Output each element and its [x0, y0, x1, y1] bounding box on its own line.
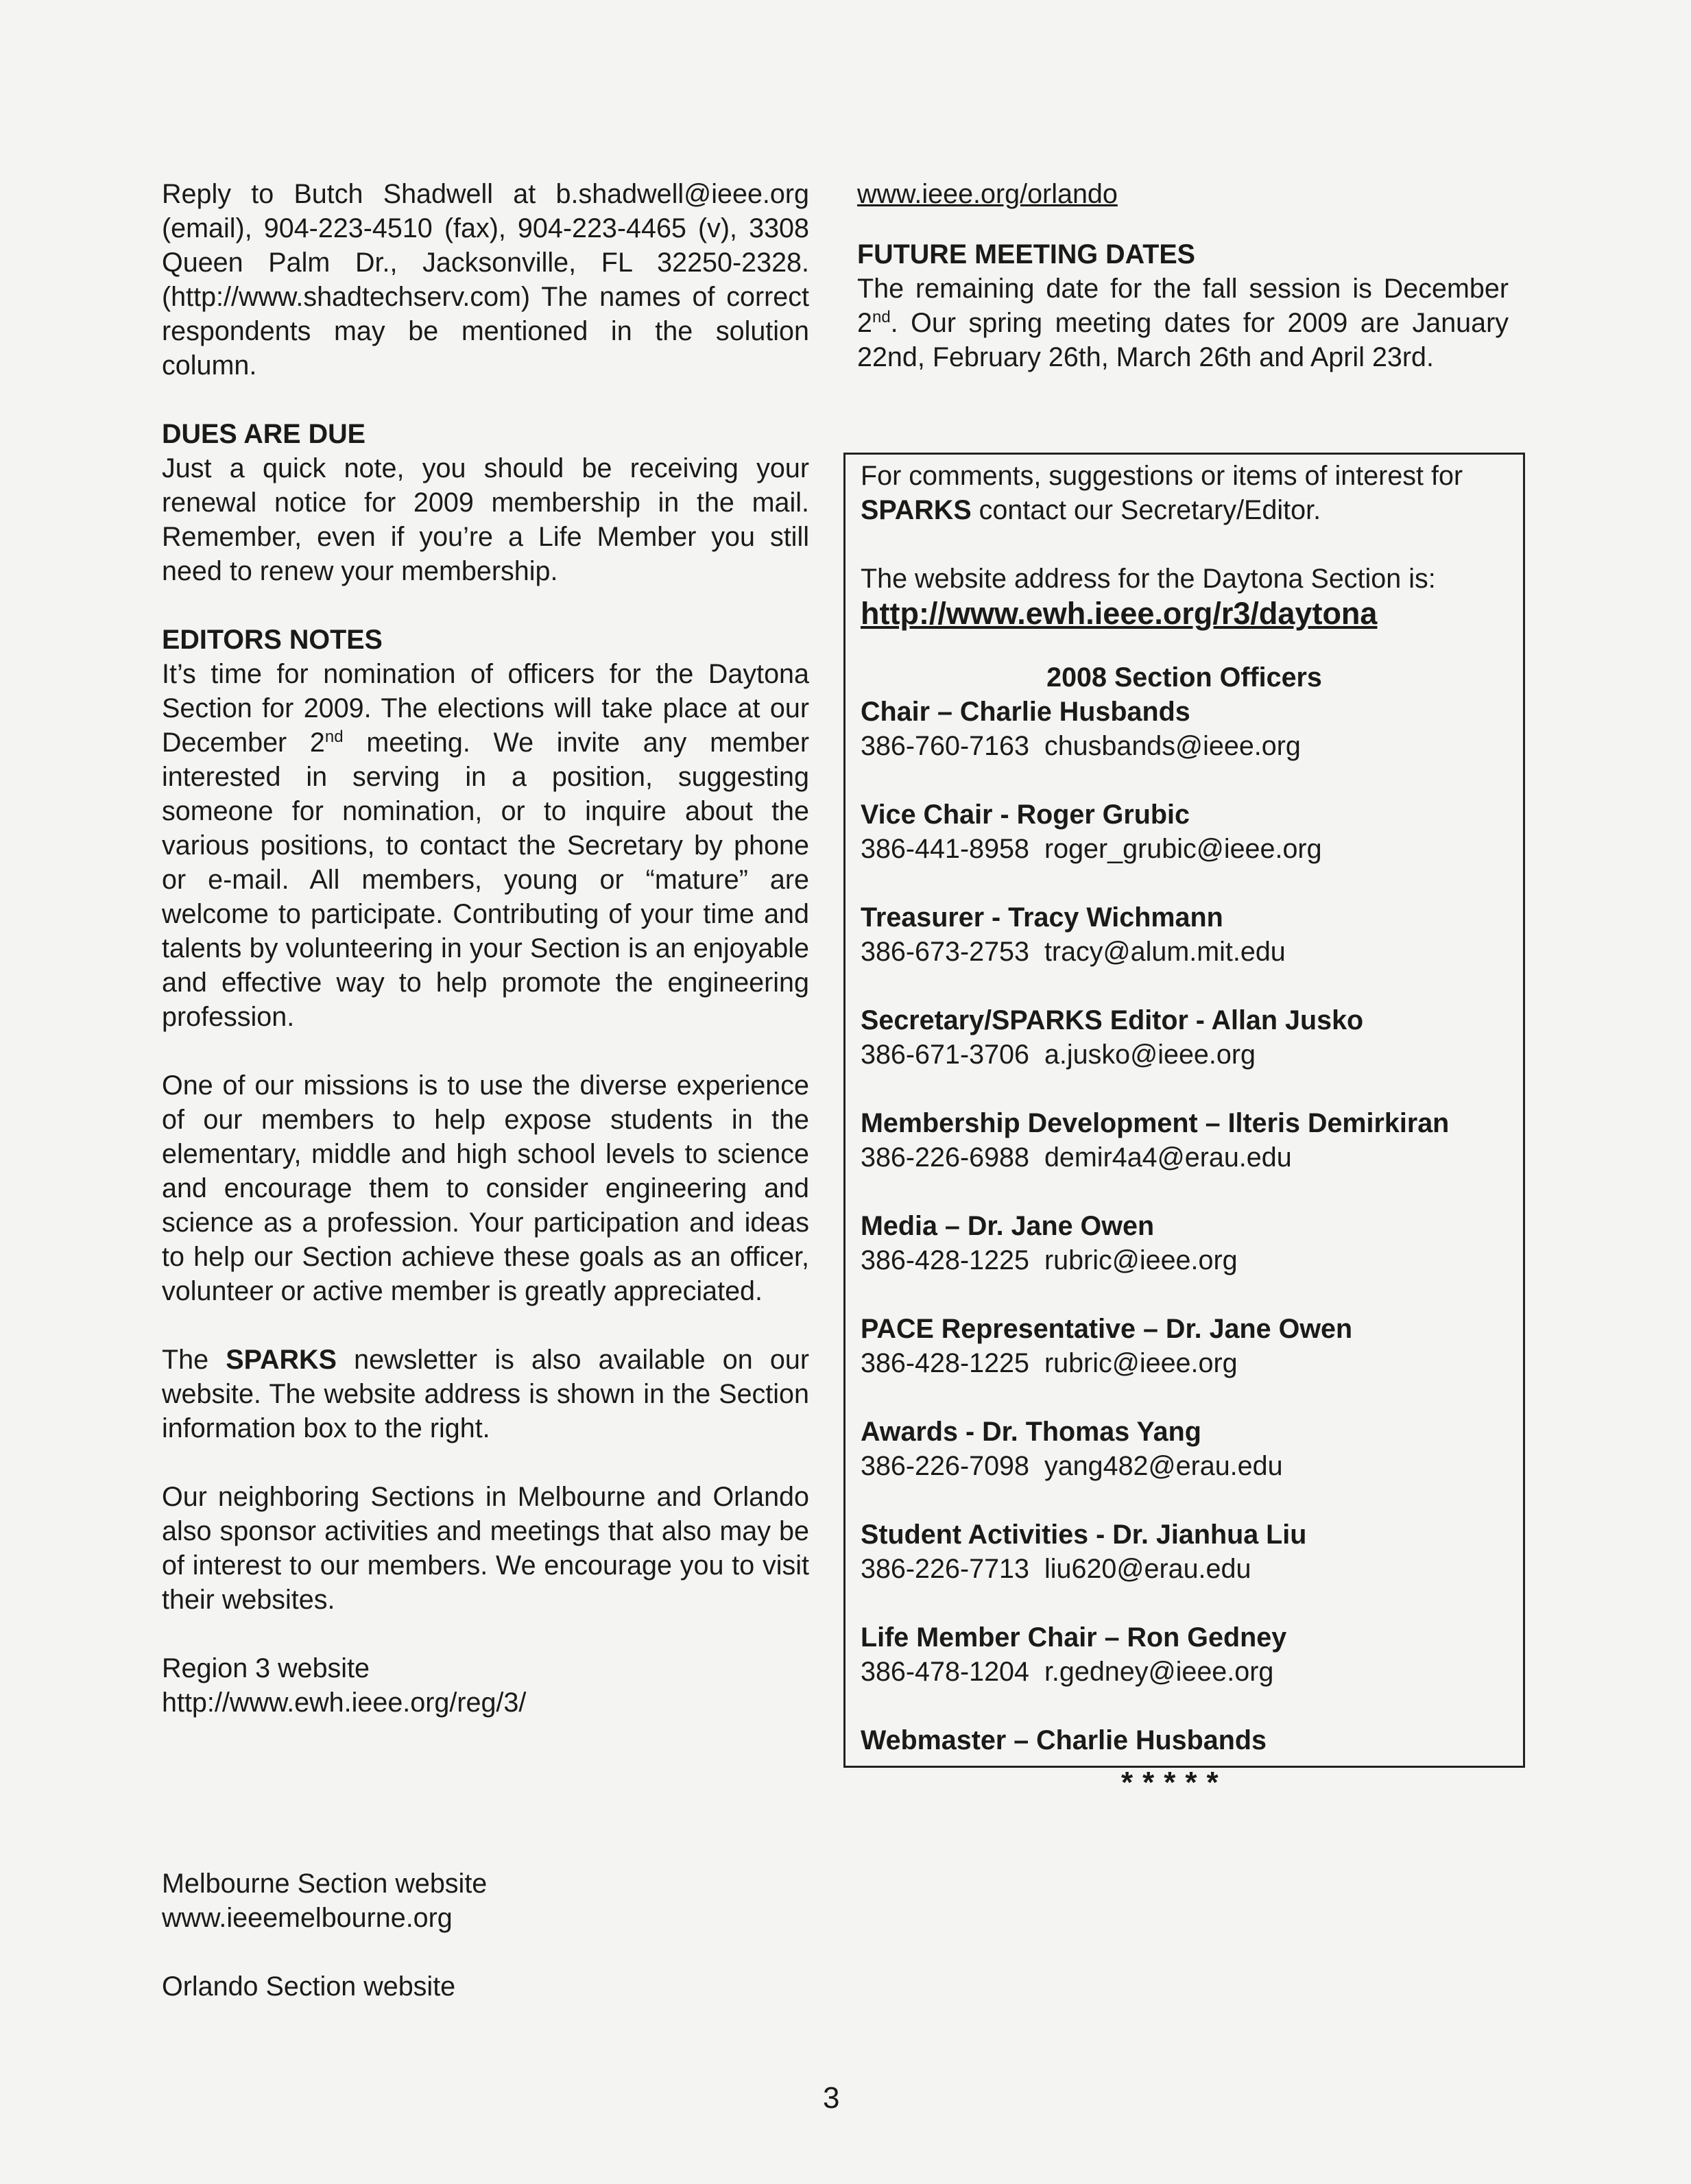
- orlando-website-label: Orlando Section website: [162, 1971, 456, 2002]
- officer-phone: 386-760-7163: [861, 731, 1029, 761]
- officer-email[interactable]: rubric@ieee.org: [1044, 1245, 1238, 1275]
- officer-contact: [861, 729, 1508, 763]
- officer-email[interactable]: roger_grubic@ieee.org: [1044, 834, 1322, 864]
- puzzle-reply-paragraph: Reply to Butch Shadwell at b.shadwell@ieee.org (email), 904-223-4510 (fax), 904-223-4465 (v), 3308 Queen Palm Dr., Jacksonville, FL 32250-2328. (http://www.shadtechserv.com) The names of correct respondents may be mentioned in the solution column.: [162, 179, 809, 381]
- officer-entry: [861, 1106, 1508, 1175]
- officer-email[interactable]: a.jusko@ieee.org: [1044, 1040, 1256, 1070]
- officer-phone: 386-226-7098: [861, 1451, 1029, 1481]
- officer-title: Chair – Charlie Husbands: [861, 697, 1190, 727]
- officer-title: Awards - Dr. Thomas Yang: [861, 1417, 1201, 1447]
- website-label: The website address for the Daytona Section is:: [861, 564, 1436, 594]
- officer-email[interactable]: tracy@alum.mit.edu: [1044, 937, 1286, 967]
- officer-contact: [861, 1140, 1508, 1175]
- section-info-box: [843, 453, 1525, 1768]
- officer-title: Secretary/SPARKS Editor - Allan Jusko: [861, 1005, 1364, 1035]
- officer-email[interactable]: r.gedney@ieee.org: [1044, 1657, 1274, 1687]
- dues-paragraph: Just a quick note, you should be receiving your renewal notice for 2009 membership in the mail. Remember, even if you’re a Life Member you still need to renew your membership.: [162, 453, 809, 586]
- officer-title: Membership Development – Ilteris Demirkiran: [861, 1108, 1450, 1138]
- left-column: [162, 177, 809, 1720]
- officer-title: Media – Dr. Jane Owen: [861, 1211, 1155, 1241]
- officer-contact: [861, 1655, 1508, 1689]
- officer-contact: [861, 832, 1508, 866]
- officer-entry: [861, 1415, 1508, 1483]
- officer-entry: [861, 1312, 1508, 1380]
- officer-email[interactable]: rubric@ieee.org: [1044, 1348, 1238, 1378]
- future-meetings-paragraph: The remaining date for the fall session is December 2nd. Our spring meeting dates for 2009 are January 22nd, February 26th, March 26th and April 23rd.: [857, 274, 1509, 372]
- officer-title: PACE Representative – Dr. Jane Owen: [861, 1314, 1353, 1344]
- orlando-website-url[interactable]: www.ieee.org/orlando: [857, 179, 1118, 209]
- officer-phone: 386-673-2753: [861, 937, 1029, 967]
- editors-paragraph-2: One of our missions is to use the diverse experience of our members to help expose students in the elementary, middle and high school levels to science and encourage them to consider engineering and science as a profession. Your participation and ideas to help our Section achieve these goals as an officer, volunteer or active member is greatly appreciated.: [162, 1070, 809, 1306]
- officer-title: Treasurer - Tracy Wichmann: [861, 902, 1223, 933]
- officer-email[interactable]: chusbands@ieee.org: [1044, 731, 1301, 761]
- officer-entry: [861, 1620, 1508, 1689]
- officer-entry: [861, 1003, 1508, 1072]
- officer-entry: [861, 797, 1508, 866]
- officer-email[interactable]: liu620@erau.edu: [1044, 1554, 1251, 1584]
- officer-phone: 386-428-1225: [861, 1348, 1029, 1378]
- officer-phone: 386-428-1225: [861, 1245, 1029, 1275]
- officer-phone: 386-671-3706: [861, 1040, 1029, 1070]
- officer-email[interactable]: yang482@erau.edu: [1044, 1451, 1283, 1481]
- melbourne-website-url[interactable]: www.ieeemelbourne.org: [162, 1903, 453, 1933]
- officer-contact: [861, 1552, 1508, 1586]
- officer-title: Vice Chair - Roger Grubic: [861, 800, 1190, 830]
- melbourne-website-label: Melbourne Section website: [162, 1869, 488, 1899]
- officer-entry: [861, 900, 1508, 969]
- officers-list: [861, 695, 1508, 1689]
- officer-phone: 386-226-7713: [861, 1554, 1029, 1584]
- officer-contact: [861, 1449, 1508, 1483]
- officer-contact: [861, 1346, 1508, 1380]
- neighbor-sections-paragraph: Our neighboring Sections in Melbourne and Orlando also sponsor activities and meetings that also may be of interest to our members. We encourage you to visit their websites.: [162, 1482, 809, 1615]
- sparks-website-paragraph: The SPARKS newsletter is also available on our website. The website address is shown in the Section information box to the right.: [162, 1345, 809, 1443]
- officer-entry: [861, 1517, 1508, 1586]
- officer-contact: [861, 1243, 1508, 1277]
- officer-title: Life Member Chair – Ron Gedney: [861, 1622, 1287, 1653]
- right-column: [857, 177, 1509, 374]
- officer-phone: 386-478-1204: [861, 1657, 1029, 1687]
- officers-title: 2008 Section Officers: [1046, 662, 1322, 693]
- comments-paragraph: For comments, suggestions or items of interest for SPARKS contact our Secretary/Editor.: [861, 461, 1463, 525]
- editors-paragraph-1: It’s time for nomination of officers for the Daytona Section for 2009. The elections will take place at our December 2nd meeting. We invite any member interested in serving in a position, suggesting someone for nomination, or to inquire about the various positions, to contact the Secretary by phone or e-mail. All members, young or “mature” are welcome to participate. Contributing of your time and talents by volunteering in your Section is an enjoyable and effective way to help promote the engineering profession.: [162, 659, 810, 1032]
- officer-title: Student Activities - Dr. Jianhua Liu: [861, 1520, 1307, 1550]
- officer-phone: 386-226-6988: [861, 1142, 1029, 1173]
- officer-contact: [861, 1037, 1508, 1072]
- officer-contact: [861, 935, 1508, 969]
- editors-heading: EDITORS NOTES: [162, 625, 383, 655]
- region-website-label: Region 3 website: [162, 1653, 370, 1683]
- officer-entry: [861, 1209, 1508, 1277]
- daytona-website-link[interactable]: http://www.ewh.ieee.org/r3/daytona: [861, 596, 1378, 631]
- page-number: 3: [823, 2081, 840, 2115]
- bottom-left-block: [162, 1867, 809, 2004]
- officer-email[interactable]: demir4a4@erau.edu: [1044, 1142, 1292, 1173]
- dues-heading: DUES ARE DUE: [162, 419, 366, 449]
- webmaster-entry: Webmaster – Charlie Husbands: [861, 1725, 1267, 1755]
- section-end-stars: *****: [1121, 1766, 1228, 1799]
- officer-phone: 386-441-8958: [861, 834, 1029, 864]
- region-website-url[interactable]: http://www.ewh.ieee.org/reg/3/: [162, 1688, 527, 1718]
- future-meetings-heading: FUTURE MEETING DATES: [857, 239, 1196, 269]
- officer-entry: [861, 695, 1508, 763]
